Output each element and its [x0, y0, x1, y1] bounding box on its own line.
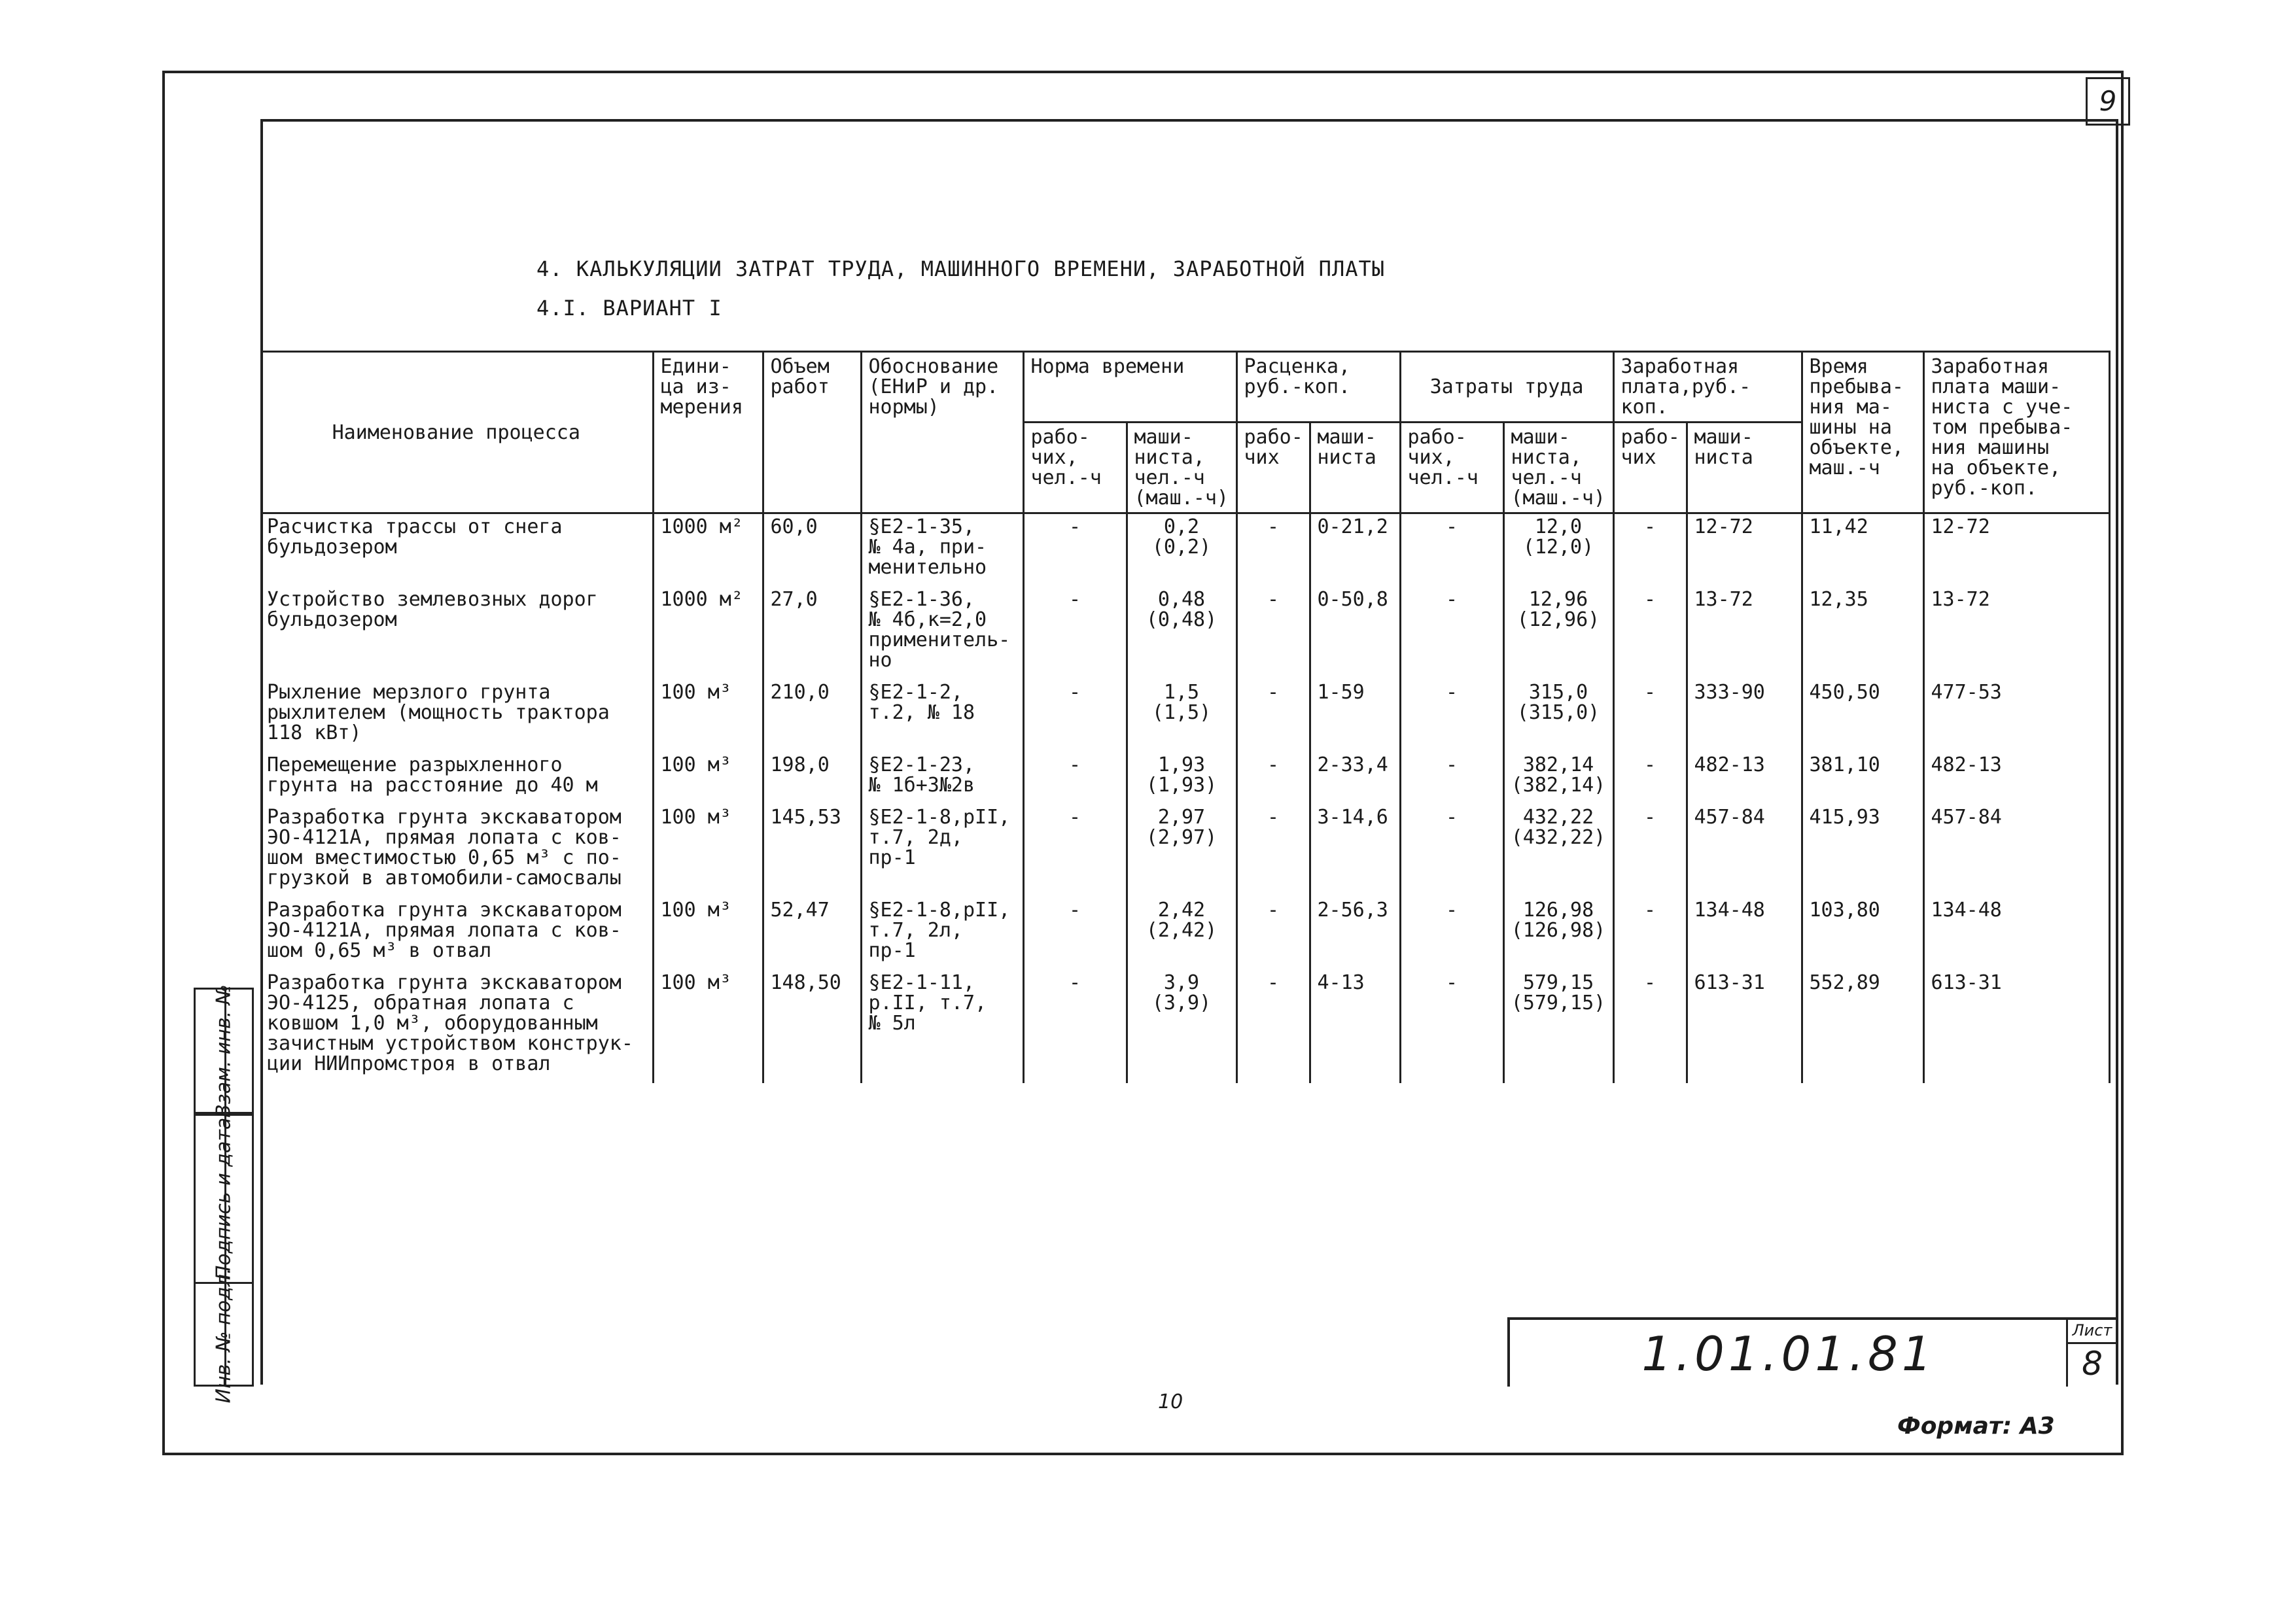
spacer-cell [1400, 743, 1503, 752]
spacer-cell [861, 670, 1023, 680]
cell-machine-time: 381,10 [1802, 752, 1923, 795]
spacer-cell [1503, 795, 1613, 804]
spacer-cell [1613, 795, 1687, 804]
spacer-cell [260, 670, 653, 680]
spacer-cell [1310, 743, 1400, 752]
cell-time-norm-workers: - [1023, 513, 1127, 578]
sheet-number: 8 [2082, 1345, 2103, 1383]
cell-rate-workers: - [1236, 752, 1310, 795]
cell-unit: 100 м³ [653, 970, 763, 1074]
spacer-cell [653, 670, 763, 680]
cell-wage-workers: - [1613, 970, 1687, 1074]
cell-volume: 210,0 [763, 680, 861, 743]
spacer-cell [1687, 670, 1802, 680]
cell-wage-workers: - [1613, 897, 1687, 961]
spacer-cell [1923, 795, 2109, 804]
table-row [260, 752, 2109, 795]
cell-wage-operator: 134-48 [1687, 897, 1802, 961]
table-row [260, 587, 2109, 670]
side-cell-signature-label: Подпись и дата [212, 1117, 236, 1281]
cell-time-norm-operator: 0,48 (0,48) [1127, 587, 1236, 670]
cell-rate-operator: 1-59 [1310, 680, 1400, 743]
table-row [260, 897, 2109, 961]
cell-labor-workers: - [1400, 897, 1503, 961]
cell-wage-operator: 482-13 [1687, 752, 1802, 795]
spacer-cell [1687, 578, 1802, 587]
side-stamp [194, 984, 254, 1403]
spacer-cell [1127, 578, 1236, 587]
spacer-cell [1802, 961, 1923, 970]
spacer-cell [861, 578, 1023, 587]
cell-labor-workers: - [1400, 970, 1503, 1074]
cell-wage-workers: - [1613, 680, 1687, 743]
spacer-cell [1613, 961, 1687, 970]
header-volume: Объем работ [763, 352, 861, 513]
subheader-tn-operator: маши- ниста, чел.-ч (маш.-ч) [1127, 423, 1236, 513]
spacer-cell [1127, 743, 1236, 752]
cell-wage-workers: - [1613, 513, 1687, 578]
spacer-cell [1310, 578, 1400, 587]
cell-machine-time: 450,50 [1802, 680, 1923, 743]
spacer-cell [1023, 961, 1127, 970]
cell-rate-operator: 2-33,4 [1310, 752, 1400, 795]
cell-labor-workers: - [1400, 513, 1503, 578]
spacer-cell [1023, 1074, 1127, 1083]
side-cell-replace [196, 984, 252, 1118]
spacer-cell [1310, 961, 1400, 970]
spacer-cell [1503, 888, 1613, 897]
cell-volume: 198,0 [763, 752, 861, 795]
spacer-cell [1923, 743, 2109, 752]
spacer-cell [1127, 1074, 1236, 1083]
spacer-cell [1400, 795, 1503, 804]
cell-operator-wage: 477-53 [1923, 680, 2109, 743]
cell-basis: §Е2-1-8,рII, т.7, 2л, пр-1 [861, 897, 1023, 961]
cell-process-name: Расчистка трассы от снега бульдозером [260, 513, 653, 578]
cell-basis: §Е2-1-35, № 4а, при- менительно [861, 513, 1023, 578]
cell-labor-operator: 579,15 (579,15) [1503, 970, 1613, 1074]
spacer-cell [1687, 961, 1802, 970]
cell-volume: 27,0 [763, 587, 861, 670]
row-spacer [260, 888, 2109, 897]
cell-unit: 100 м³ [653, 680, 763, 743]
side-cell-signature [196, 1114, 252, 1284]
cell-wage-workers: - [1613, 804, 1687, 888]
cell-labor-operator: 126,98 (126,98) [1503, 897, 1613, 961]
cell-time-norm-workers: - [1023, 680, 1127, 743]
header-basis: Обоснование (ЕНиР и др. нормы) [861, 352, 1023, 513]
spacer-cell [1023, 795, 1127, 804]
spacer-cell [1687, 795, 1802, 804]
cell-rate-workers: - [1236, 970, 1310, 1074]
cell-time-norm-workers: - [1023, 970, 1127, 1074]
spacer-cell [260, 961, 653, 970]
spacer-cell [1802, 795, 1923, 804]
spacer-cell [653, 578, 763, 587]
spacer-cell [653, 1074, 763, 1083]
header-machine-time: Время пребыва- ния ма- шины на объекте, маш.-ч [1802, 352, 1923, 513]
spacer-cell [1503, 670, 1613, 680]
cell-time-norm-operator: 1,5 (1,5) [1127, 680, 1236, 743]
spacer-cell [1613, 578, 1687, 587]
spacer-cell [1023, 743, 1127, 752]
spacer-cell [1923, 578, 2109, 587]
cell-wage-operator: 613-31 [1687, 970, 1802, 1074]
cell-process-name: Разработка грунта экскаватором ЭО-4121А, прямая лопата с ков- шом вместимостью 0,65 м³ с по- грузкой в автомобили-самосвалы [260, 804, 653, 888]
subheader-labor-workers: рабо- чих, чел.-ч [1400, 423, 1503, 513]
spacer-cell [1127, 888, 1236, 897]
spacer-cell [1687, 1074, 1802, 1083]
cell-operator-wage: 12-72 [1923, 513, 2109, 578]
spacer-cell [861, 1074, 1023, 1083]
cell-process-name: Устройство землевозных дорог бульдозером [260, 587, 653, 670]
cell-unit: 1000 м² [653, 513, 763, 578]
spacer-cell [763, 578, 861, 587]
cell-wage-operator: 12-72 [1687, 513, 1802, 578]
row-spacer [260, 795, 2109, 804]
section-title: 4. КАЛЬКУЛЯЦИИ ЗАТРАТ ТРУДА, МАШИННОГО ВРЕМЕНИ, ЗАРАБОТНОЙ ПЛАТЫ [536, 256, 1385, 281]
cell-labor-workers: - [1400, 804, 1503, 888]
cell-time-norm-workers: - [1023, 804, 1127, 888]
sheet-label: Лист [2066, 1319, 2118, 1344]
subheader-tn-workers: рабо- чих, чел.-ч [1023, 423, 1127, 513]
cell-wage-workers: - [1613, 587, 1687, 670]
spacer-cell [861, 795, 1023, 804]
spacer-cell [1310, 795, 1400, 804]
spacer-cell [1236, 1074, 1310, 1083]
cell-labor-operator: 12,96 (12,96) [1503, 587, 1613, 670]
spacer-cell [260, 578, 653, 587]
cell-basis: §Е2-1-23, № 1б+3№2в [861, 752, 1023, 795]
cell-unit: 100 м³ [653, 804, 763, 888]
spacer-cell [653, 961, 763, 970]
cell-process-name: Перемещение разрыхленного грунта на расстояние до 40 м [260, 752, 653, 795]
document-code: 1.01.01.81 [1641, 1326, 1936, 1381]
spacer-cell [1400, 961, 1503, 970]
spacer-cell [1023, 670, 1127, 680]
side-cell-inv-label: Инв. № подл. [212, 1268, 236, 1403]
header-rate: Расценка, руб.-коп. [1236, 352, 1400, 423]
cell-machine-time: 11,42 [1802, 513, 1923, 578]
side-cell-inv [196, 1268, 252, 1403]
cell-operator-wage: 457-84 [1923, 804, 2109, 888]
spacer-cell [1310, 888, 1400, 897]
spacer-cell [763, 888, 861, 897]
spacer-cell [1923, 670, 2109, 680]
table-row [260, 513, 2109, 578]
cell-operator-wage: 482-13 [1923, 752, 2109, 795]
spacer-cell [1923, 961, 2109, 970]
cell-rate-workers: - [1236, 680, 1310, 743]
spacer-cell [1236, 670, 1310, 680]
spacer-cell [260, 1074, 653, 1083]
cell-unit: 100 м³ [653, 897, 763, 961]
header-process: Наименование процесса [260, 352, 653, 513]
cell-volume: 145,53 [763, 804, 861, 888]
cell-unit: 1000 м² [653, 587, 763, 670]
cell-time-norm-workers: - [1023, 752, 1127, 795]
spacer-cell [1127, 795, 1236, 804]
cell-unit: 100 м³ [653, 752, 763, 795]
cell-basis: §Е2-1-2, т.2, № 18 [861, 680, 1023, 743]
spacer-cell [1310, 1074, 1400, 1083]
bottom-page-number: 10 [1158, 1391, 1183, 1413]
spacer-cell [1923, 1074, 2109, 1083]
subheader-wage-operator: маши- ниста [1687, 423, 1802, 513]
section-subtitle: 4.I. ВАРИАНТ I [536, 296, 722, 320]
spacer-cell [861, 961, 1023, 970]
spacer-cell [260, 743, 653, 752]
cell-basis: §Е2-1-36, № 4б,к=2,0 применитель- но [861, 587, 1023, 670]
cell-rate-workers: - [1236, 587, 1310, 670]
cell-time-norm-workers: - [1023, 587, 1127, 670]
cell-time-norm-workers: - [1023, 897, 1127, 961]
spacer-cell [1503, 578, 1613, 587]
spacer-cell [1687, 888, 1802, 897]
spacer-cell [653, 795, 763, 804]
row-spacer [260, 1074, 2109, 1083]
spacer-cell [1127, 961, 1236, 970]
row-spacer [260, 961, 2109, 970]
cell-labor-workers: - [1400, 680, 1503, 743]
cell-volume: 60,0 [763, 513, 861, 578]
table-row [260, 804, 2109, 888]
cell-wage-operator: 333-90 [1687, 680, 1802, 743]
spacer-cell [1236, 578, 1310, 587]
spacer-cell [1503, 743, 1613, 752]
spacer-cell [763, 743, 861, 752]
spacer-cell [1802, 1074, 1923, 1083]
cell-rate-workers: - [1236, 897, 1310, 961]
spacer-cell [1802, 888, 1923, 897]
spacer-cell [1127, 670, 1236, 680]
cell-time-norm-operator: 3,9 (3,9) [1127, 970, 1236, 1074]
cell-rate-operator: 4-13 [1310, 970, 1400, 1074]
spacer-cell [260, 888, 653, 897]
cell-operator-wage: 13-72 [1923, 587, 2109, 670]
spacer-cell [1400, 888, 1503, 897]
spacer-cell [763, 670, 861, 680]
spacer-cell [653, 888, 763, 897]
cell-labor-workers: - [1400, 587, 1503, 670]
spacer-cell [260, 795, 653, 804]
cell-wage-operator: 13-72 [1687, 587, 1802, 670]
cell-wage-operator: 457-84 [1687, 804, 1802, 888]
table-row [260, 680, 2109, 743]
cell-volume: 148,50 [763, 970, 861, 1074]
spacer-cell [763, 961, 861, 970]
cell-labor-operator: 12,0 (12,0) [1503, 513, 1613, 578]
cell-machine-time: 103,80 [1802, 897, 1923, 961]
spacer-cell [653, 743, 763, 752]
cell-operator-wage: 134-48 [1923, 897, 2109, 961]
spacer-cell [1023, 888, 1127, 897]
cell-machine-time: 552,89 [1802, 970, 1923, 1074]
spacer-cell [1400, 1074, 1503, 1083]
cell-labor-operator: 382,14 (382,14) [1503, 752, 1613, 795]
cell-machine-time: 12,35 [1802, 587, 1923, 670]
cell-time-norm-operator: 0,2 (0,2) [1127, 513, 1236, 578]
spacer-cell [763, 1074, 861, 1083]
corner-page-number: 9 [2086, 77, 2130, 126]
header-unit: Едини- ца из- мерения [653, 352, 763, 513]
spacer-cell [1236, 795, 1310, 804]
spacer-cell [1923, 888, 2109, 897]
cell-rate-operator: 0-21,2 [1310, 513, 1400, 578]
spacer-cell [1687, 743, 1802, 752]
table-body [260, 513, 2109, 1084]
calculation-table [260, 351, 2111, 1083]
spacer-cell [1503, 1074, 1613, 1083]
cell-rate-operator: 0-50,8 [1310, 587, 1400, 670]
spacer-cell [861, 888, 1023, 897]
subheader-rate-workers: рабо- чих [1236, 423, 1310, 513]
row-spacer [260, 578, 2109, 587]
spacer-cell [1613, 743, 1687, 752]
header-time-norm: Норма времени [1023, 352, 1236, 423]
spacer-cell [1802, 578, 1923, 587]
cell-process-name: Рыхление мерзлого грунта рыхлителем (мощность трактора 118 кВт) [260, 680, 653, 743]
cell-labor-workers: - [1400, 752, 1503, 795]
row-spacer [260, 670, 2109, 680]
spacer-cell [1400, 670, 1503, 680]
spacer-cell [763, 795, 861, 804]
cell-time-norm-operator: 2,42 (2,42) [1127, 897, 1236, 961]
spacer-cell [1236, 888, 1310, 897]
header-wage: Заработная плата,руб.-коп. [1613, 352, 1802, 423]
cell-operator-wage: 613-31 [1923, 970, 2109, 1074]
spacer-cell [1236, 743, 1310, 752]
header-operator-wage: Заработная плата маши- ниста с уче- том пребыва- ния машины на объекте, руб.-коп. [1923, 352, 2109, 513]
cell-labor-operator: 315,0 (315,0) [1503, 680, 1613, 743]
cell-basis: §Е2-1-8,рII, т.7, 2д, пр-1 [861, 804, 1023, 888]
cell-rate-workers: - [1236, 804, 1310, 888]
spacer-cell [1503, 961, 1613, 970]
format-label: Формат: А3 [1897, 1413, 2055, 1440]
row-spacer [260, 743, 2109, 752]
cell-labor-operator: 432,22 (432,22) [1503, 804, 1613, 888]
cell-time-norm-operator: 2,97 (2,97) [1127, 804, 1236, 888]
subheader-rate-operator: маши- ниста [1310, 423, 1400, 513]
spacer-cell [1613, 1074, 1687, 1083]
spacer-cell [1613, 670, 1687, 680]
spacer-cell [1023, 578, 1127, 587]
cell-rate-operator: 3-14,6 [1310, 804, 1400, 888]
subheader-labor-operator: маши- ниста, чел.-ч (маш.-ч) [1503, 423, 1613, 513]
spacer-cell [1310, 670, 1400, 680]
spacer-cell [1613, 888, 1687, 897]
spacer-cell [1236, 961, 1310, 970]
spacer-cell [861, 743, 1023, 752]
cell-rate-workers: - [1236, 513, 1310, 578]
spacer-cell [1802, 670, 1923, 680]
cell-rate-operator: 2-56,3 [1310, 897, 1400, 961]
cell-wage-workers: - [1613, 752, 1687, 795]
subheader-wage-workers: рабо- чих [1613, 423, 1687, 513]
cell-basis: §Е2-1-11, р.II, т.7, № 5л [861, 970, 1023, 1074]
header-labor: Затраты труда [1400, 352, 1613, 423]
cell-volume: 52,47 [763, 897, 861, 961]
side-cell-replace-label: Взам. инв. № [212, 984, 236, 1118]
cell-time-norm-operator: 1,93 (1,93) [1127, 752, 1236, 795]
cell-machine-time: 415,93 [1802, 804, 1923, 888]
spacer-cell [1400, 578, 1503, 587]
table-row [260, 970, 2109, 1074]
cell-process-name: Разработка грунта экскаватором ЭО-4125, обратная лопата с ковшом 1,0 м³, оборудованным зачистным устройством конструк- ции НИИпромстроя в отвал [260, 970, 653, 1074]
spacer-cell [1802, 743, 1923, 752]
cell-process-name: Разработка грунта экскаватором ЭО-4121А, прямая лопата с ков- шом 0,65 м³ в отвал [260, 897, 653, 961]
